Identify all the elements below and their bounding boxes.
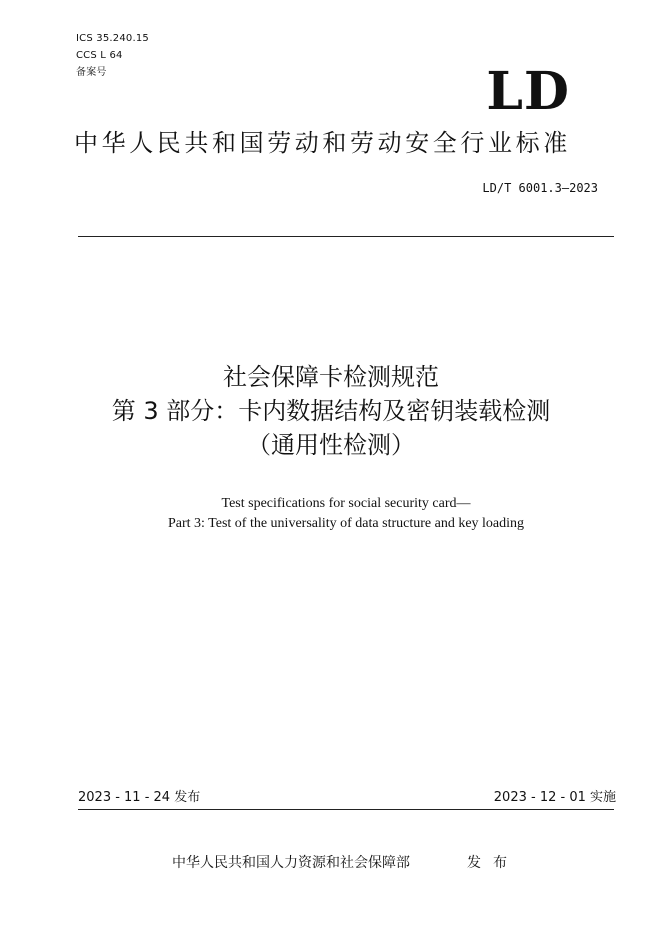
issuing-authority: 中华人民共和国人力资源和社会保障部	[172, 855, 410, 871]
english-title-line-2: Part 3: Test of the universality of data structure and key loading	[167, 516, 525, 531]
issue-label: 发布	[467, 855, 519, 871]
english-title-line-1: Test specifications for social security card—	[221, 496, 471, 511]
publish-date: 2023 - 11 - 24 发布	[78, 790, 201, 805]
title-line-3: （通用性检测）	[247, 431, 415, 459]
title-line-2: 第 3 部分：卡内数据结构及密钥装载检测	[111, 397, 551, 425]
header-divider	[78, 236, 614, 237]
standard-code: LD/T 6001.3—2023	[482, 181, 598, 195]
title-line-1: 社会保障卡检测规范	[223, 363, 439, 391]
standard-category: 中华人民共和国劳动和劳动安全行业标准	[74, 129, 571, 157]
ics-code: ICS 35.240.15	[76, 33, 149, 44]
footer-divider	[78, 809, 614, 810]
implement-date: 2023 - 12 - 01 实施	[493, 790, 616, 805]
ccs-code: CCS L 64	[76, 50, 123, 61]
title-block	[0, 360, 662, 462]
standard-logo: LD	[486, 61, 570, 122]
english-title-block	[0, 494, 662, 534]
filing-number-label: 备案号	[76, 67, 107, 78]
